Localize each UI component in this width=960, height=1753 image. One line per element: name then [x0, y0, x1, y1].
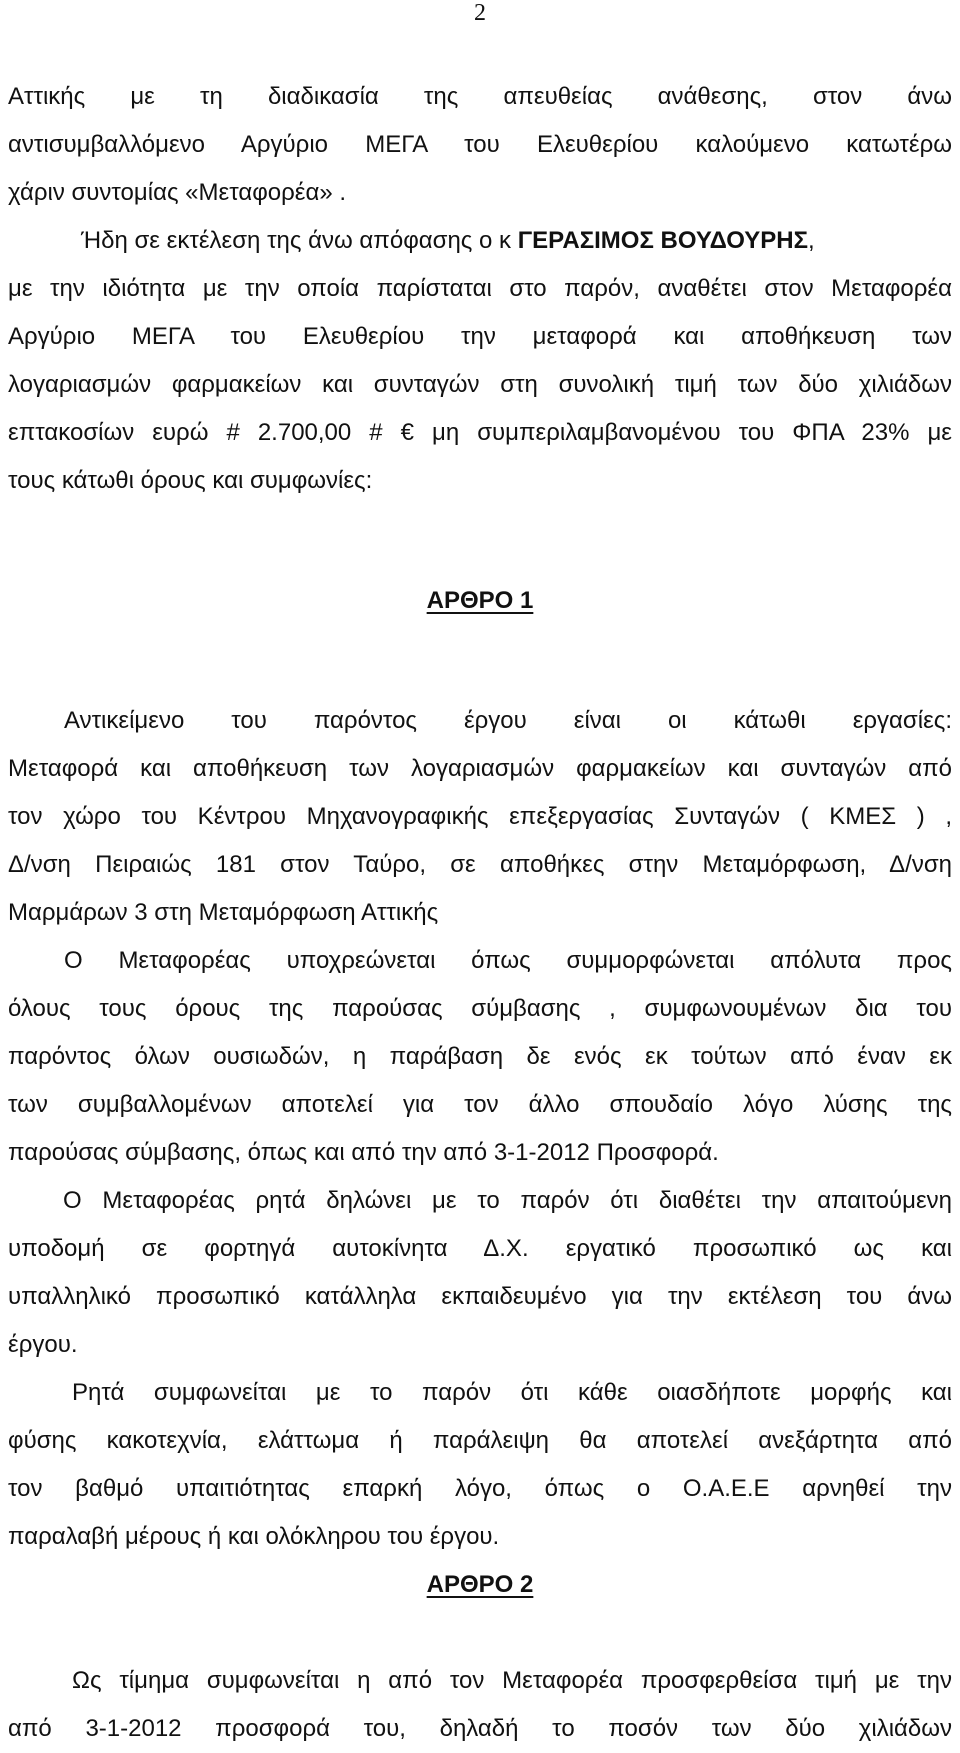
- person-name: ΓΕΡΑΣΙΜΟΣ ΒΟΥΔΟΥΡΗΣ: [517, 227, 809, 254]
- text-line: Δ/νση Πειραιώς 181 στον Ταύρο, σε αποθήκες στην Μεταμόρφωση, Δ/νση: [8, 851, 952, 878]
- paragraph-article1-defects: [8, 1369, 952, 1561]
- text-line: παρούσας σύμβασης, όπως και από την από 3-1-2012 Προσφορά.: [8, 1139, 719, 1166]
- text-fragment: ,: [808, 227, 815, 254]
- article-2-heading: ΑΡΘΡΟ 2: [426, 1571, 534, 1598]
- text-line: Μεταφορά και αποθήκευση των λογαριασμών φαρμακείων και συνταγών από: [8, 755, 952, 782]
- text-line: Αττικής με τη διαδικασία της απευθείας ανάθεσης, στον άνω: [8, 83, 952, 110]
- document-body: [8, 73, 952, 1753]
- paragraph-article1-obligations: [8, 937, 952, 1177]
- text-line: τον χώρο του Κέντρου Μηχανογραφικής επεξεργασίας Συνταγών ( ΚΜΕΣ ) ,: [8, 803, 952, 830]
- text-line: Αντικείμενο του παρόντος έργου είναι οι κάτωθι εργασίες:: [64, 707, 952, 734]
- text-line: παραλαβή μέρους ή και ολόκληρου του έργου.: [8, 1523, 500, 1550]
- page-number: 2: [474, 0, 486, 26]
- article-1-heading: ΑΡΘΡΟ 1: [426, 587, 534, 614]
- text-line: υποδομή σε φορτηγά αυτοκίνητα Δ.Χ. εργατικό προσωπικό ως και: [8, 1235, 952, 1262]
- text-line: Ο Μεταφορέας ρητά δηλώνει με το παρόν ότι διαθέτει την απαιτούμενη: [63, 1187, 952, 1214]
- text-line: με την ιδιότητα με την οποία παρίσταται στο παρόν, αναθέτει στον Μεταφορέα: [8, 275, 952, 302]
- text-line: τον βαθμό υπαιτιότητας επαρκή λόγο, όπως ο Ο.Α.Ε.Ε αρνηθεί την: [8, 1475, 952, 1502]
- text-line: φύσης κακοτεχνία, ελάττωμα ή παράλειψη θα αποτελεί ανεξάρτητα από: [8, 1427, 952, 1454]
- text-line: των συμβαλλομένων αποτελεί για τον άλλο σπουδαίο λόγο λύσης της: [8, 1091, 952, 1118]
- paragraph-intro: [8, 73, 952, 217]
- text-line: όλους τους όρους της παρούσας σύμβασης , συμφωνουμένων δια του: [8, 995, 952, 1022]
- text-line: Αργύριο ΜΕΓΑ του Ελευθερίου την μεταφορά και αποθήκευση των: [8, 323, 952, 350]
- paragraph-article1-infrastructure: [8, 1177, 952, 1369]
- text-line: αντισυμβαλλόμενο Αργύριο ΜΕΓΑ του Ελευθερίου καλούμενο κατωτέρω: [8, 131, 952, 158]
- text-line: έργου.: [8, 1331, 78, 1358]
- text-line: Ο Μεταφορέας υποχρεώνεται όπως συμμορφώνεται απόλυτα προς: [64, 947, 952, 974]
- text-line: υπαλληλικό προσωπικό κατάλληλα εκπαιδευμένο για την εκτέλεση του άνω: [8, 1283, 952, 1310]
- text-line: λογαριασμών φαρμακείων και συνταγών στη συνολική τιμή των δύο χιλιάδων: [8, 371, 952, 398]
- text-line: τους κάτωθι όρους και συμφωνίες:: [8, 467, 373, 494]
- text-line: παρόντος όλων ουσιωδών, η παράβαση δε ενός εκ τούτων από έναν εκ: [8, 1043, 952, 1070]
- paragraph-article1-subject: [8, 697, 952, 937]
- text-line: [8, 217, 952, 265]
- text-line: από 3-1-2012 προσφορά του, δηλαδή το ποσόν των δύο χιλιάδων: [8, 1715, 952, 1742]
- text-line: επτακοσίων ευρώ # 2.700,00 # € μη συμπεριλαμβανομένου του ΦΠΑ 23% με: [8, 419, 952, 446]
- text-line: Ρητά συμφωνείται με το παρόν ότι κάθε οιασδήποτε μορφής και: [72, 1379, 952, 1406]
- paragraph-assignment: [8, 217, 952, 505]
- text-fragment: Ήδη σε εκτέλεση της άνω απόφασης ο κ: [81, 227, 518, 254]
- text-line: Ως τίμημα συμφωνείται η από τον Μεταφορέα προσφερθείσα τιμή με την: [72, 1667, 952, 1694]
- text-line: χάριν συντομίας «Μεταφορέα» .: [8, 179, 347, 206]
- paragraph-article2-price: [8, 1657, 952, 1753]
- text-line: Μαρμάρων 3 στη Μεταμόρφωση Αττικής: [8, 899, 439, 926]
